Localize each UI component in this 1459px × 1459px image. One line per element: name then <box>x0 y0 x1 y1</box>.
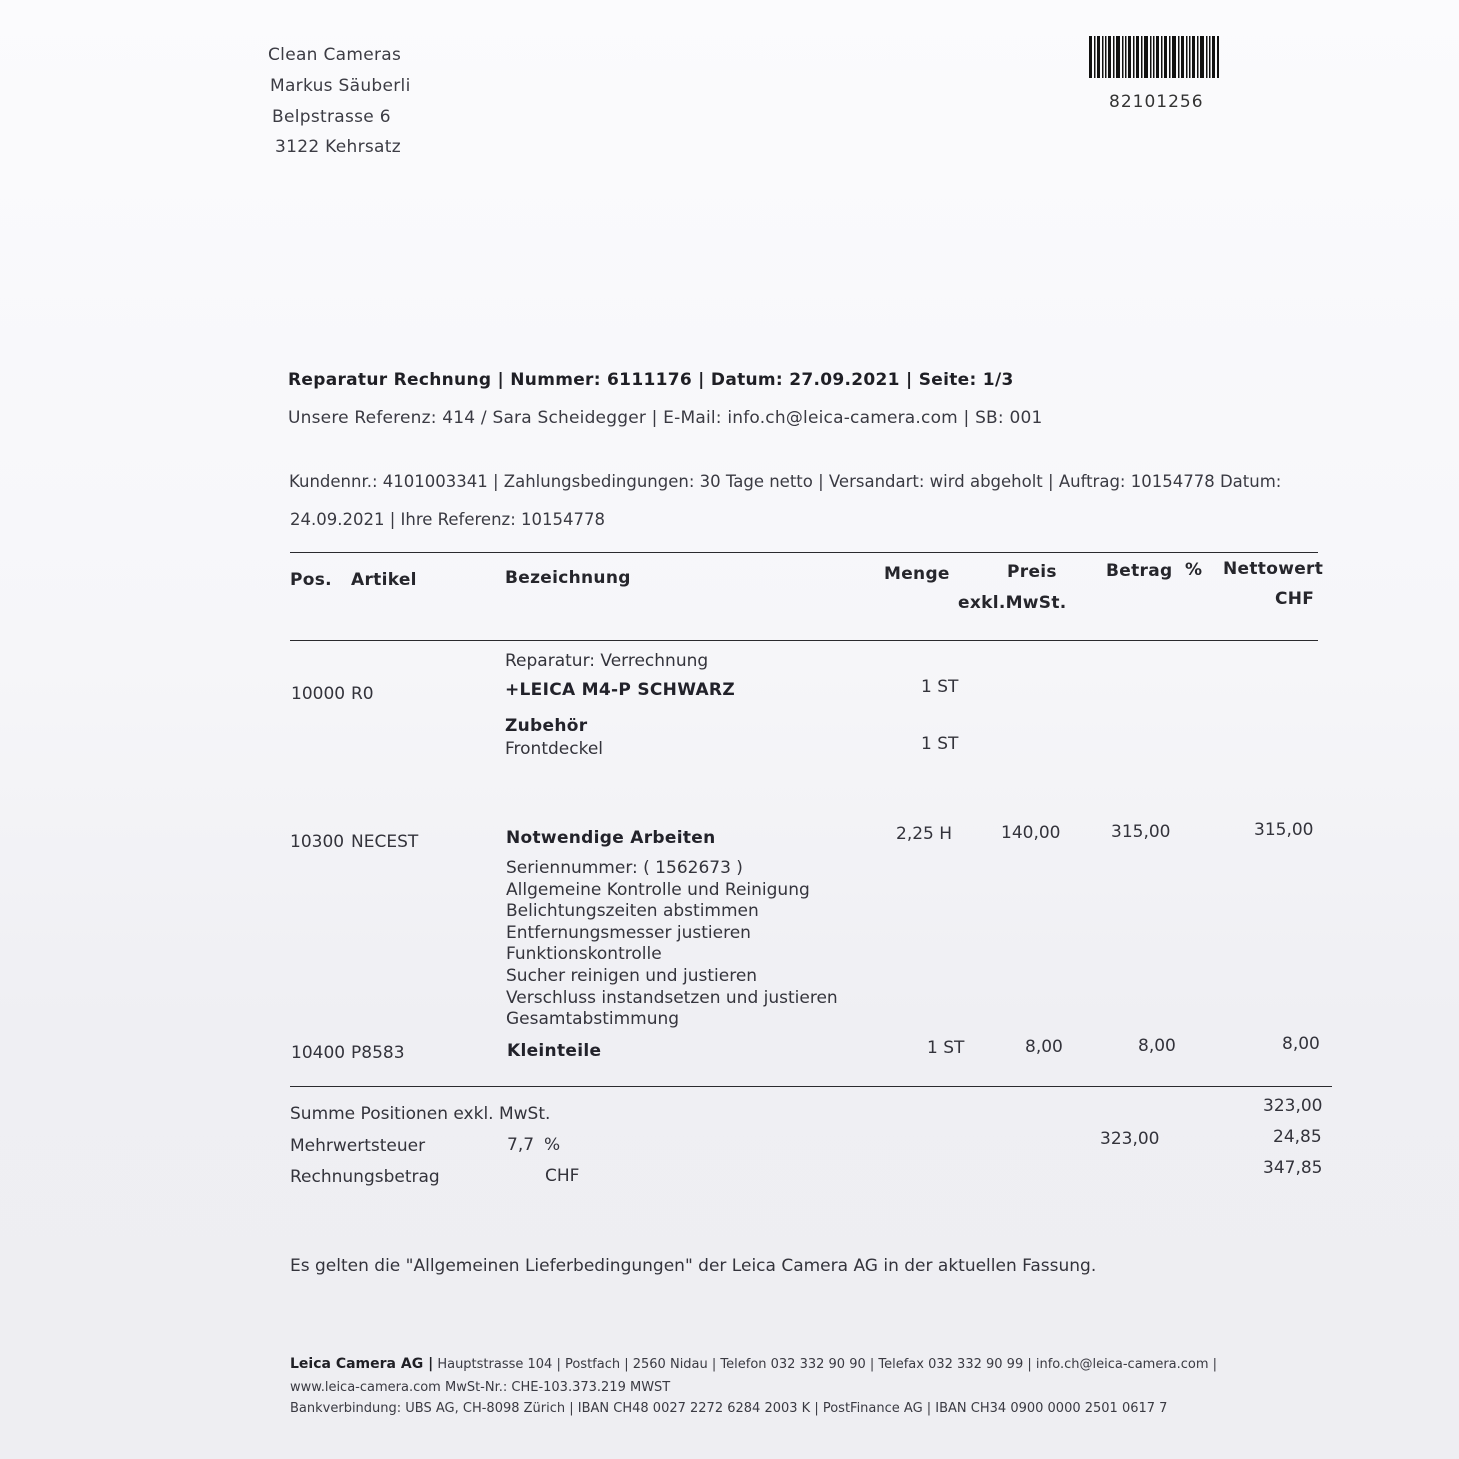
row-artikel: NECEST <box>351 832 419 852</box>
footer-contact: Hauptstrasse 104 | Postfach | 2560 Nidau | Telefon 032 332 90 90 | Telefax 032 332 90 99 | info.ch@leica-camera.com | <box>437 1357 1218 1372</box>
row-preis: 8,00 <box>1025 1037 1063 1057</box>
barcode <box>1089 36 1219 78</box>
totals-rule <box>290 1086 1332 1087</box>
col-bezeichnung: Bezeichnung <box>505 568 631 588</box>
detail-line: Belichtungszeiten abstimmen <box>506 901 759 922</box>
col-preis: Preis <box>1007 562 1057 582</box>
row-sub-heading: Zubehör <box>505 716 588 736</box>
mwst-rate: 7,7 <box>507 1135 535 1155</box>
col-preis-sub: exkl.MwSt. <box>958 593 1067 613</box>
row-menge: 2,25 H <box>896 824 953 844</box>
col-artikel: Artikel <box>351 570 417 590</box>
col-menge: Menge <box>884 564 950 584</box>
row-sub-item: Frontdeckel <box>505 739 604 759</box>
row-nettowert: 8,00 <box>1282 1034 1320 1054</box>
footer-line-3: Bankverbindung: UBS AG, CH-8098 Zürich | IBAN CH48 0027 2272 6284 2003 K | PostFinance AG | IBAN CH34 0900 0000 2501 0617 7 <box>290 1401 1168 1416</box>
customer-line-1: Kundennr.: 4101003341 | Zahlungsbedingungen: 30 Tage netto | Versandart: wird abgeholt | Auftrag: 10154778 Datum: <box>289 472 1282 491</box>
detail-line: Sucher reinigen und justieren <box>506 965 758 986</box>
recipient-company: Clean Cameras <box>268 45 402 65</box>
col-betrag: Betrag <box>1106 561 1173 581</box>
footer-company: Leica Camera AG | <box>290 1356 434 1372</box>
barcode-number: 82101256 <box>1109 92 1204 112</box>
row-menge: 1 ST <box>921 677 959 697</box>
row-betrag: 315,00 <box>1111 822 1171 842</box>
mwst-base: 323,00 <box>1100 1129 1160 1149</box>
col-nettowert-sub: CHF <box>1275 589 1315 609</box>
col-pos: Pos. <box>290 570 332 590</box>
summe-value: 323,00 <box>1263 1096 1323 1116</box>
detail-line: Allgemeine Kontrolle und Reinigung <box>506 879 810 900</box>
rechnung-value: 347,85 <box>1263 1158 1323 1178</box>
row-pre-label: Reparatur: Verrechnung <box>505 651 709 671</box>
invoice-title: Reparatur Rechnung | Nummer: 6111176 | Datum: 27.09.2021 | Seite: 1/3 <box>288 370 1014 390</box>
detail-line: Gesamtabstimmung <box>506 1009 680 1030</box>
recipient-street: Belpstrasse 6 <box>272 107 391 127</box>
row-artikel: P8583 <box>351 1043 405 1063</box>
col-nettowert: Nettowert <box>1223 559 1324 579</box>
row-menge: 1 ST <box>927 1038 965 1058</box>
table-top-rule <box>290 552 1318 553</box>
row-bezeichnung: +LEICA M4-P SCHWARZ <box>505 680 735 700</box>
row-pos: 10000 <box>291 684 346 704</box>
row-preis: 140,00 <box>1001 823 1061 843</box>
footer-line-2: www.leica-camera.com MwSt-Nr.: CHE-103.373.219 MWST <box>290 1380 671 1395</box>
detail-line: Entfernungsmesser justieren <box>506 922 751 943</box>
row-artikel: R0 <box>351 684 374 704</box>
detail-line: Verschluss instandsetzen und justieren <box>506 987 838 1008</box>
recipient-city: 3122 Kehrsatz <box>275 137 401 157</box>
row-betrag: 8,00 <box>1138 1036 1176 1056</box>
mwst-label: Mehrwertsteuer <box>290 1136 426 1156</box>
footer-line-1 <box>290 1356 1217 1372</box>
terms-note: Es gelten die "Allgemeinen Lieferbedingungen" der Leica Camera AG in der aktuellen Fassung. <box>290 1256 1097 1276</box>
reference-line: Unsere Referenz: 414 / Sara Scheidegger | E-Mail: info.ch@leica-camera.com | SB: 001 <box>288 408 1043 428</box>
table-header-rule <box>290 640 1318 641</box>
row-sub-menge: 1 ST <box>921 734 959 754</box>
row-nettowert: 315,00 <box>1254 820 1314 840</box>
row-pos: 10400 <box>291 1043 346 1063</box>
row-pos: 10300 <box>290 832 345 852</box>
recipient-name: Markus Säuberli <box>270 76 411 96</box>
row-bezeichnung: Kleinteile <box>507 1041 602 1061</box>
detail-line: Funktionskontrolle <box>506 944 662 965</box>
customer-line-2: 24.09.2021 | Ihre Referenz: 10154778 <box>290 510 605 529</box>
detail-line: Seriennummer: ( 1562673 ) <box>506 858 743 878</box>
row-bezeichnung: Notwendige Arbeiten <box>506 828 716 848</box>
rechnung-currency: CHF <box>545 1166 580 1186</box>
mwst-value: 24,85 <box>1273 1127 1322 1147</box>
row-detail-list <box>506 858 838 1031</box>
mwst-percent: % <box>544 1135 561 1155</box>
summe-label: Summe Positionen exkl. MwSt. <box>290 1104 551 1124</box>
rechnung-label: Rechnungsbetrag <box>290 1167 440 1187</box>
col-percent: % <box>1185 560 1203 580</box>
